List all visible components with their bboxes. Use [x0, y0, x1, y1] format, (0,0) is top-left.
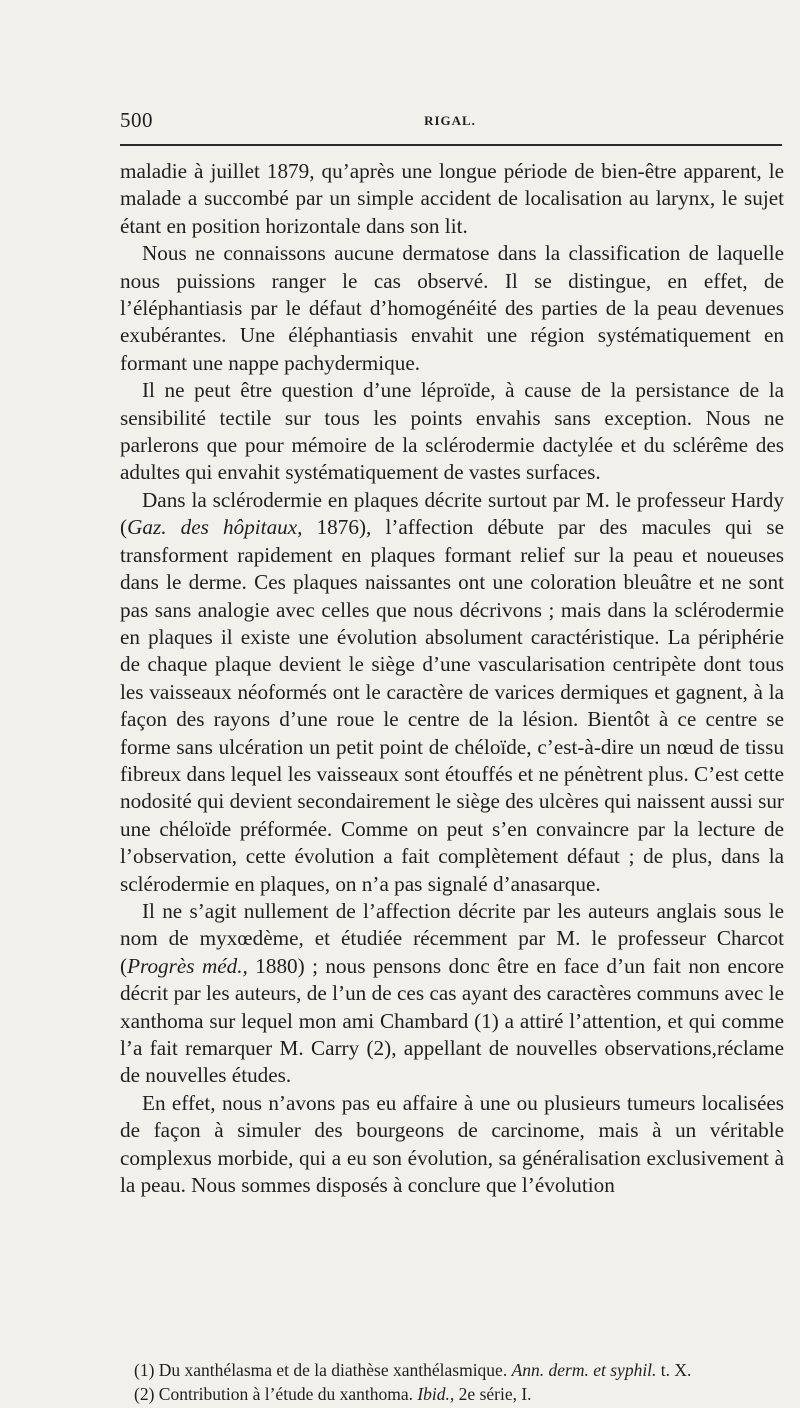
- paragraph: Il ne s’agit nullement de l’affection décrite par les auteurs anglais sous le nom de myxœdème, et étudiée récemment par M. le professeur Charcot (Progrès méd., 1880) ; nous pensons donc être en face d’un fait non encore décrit par les auteurs, de l’un de ces cas ayant des caractères communs avec le xanthoma sur lequel mon ami Chambard (1) a attiré l’attention, et qui comme l’a fait remarquer M. Carry (2), appellant de nouvelles observations,réclame de nouvelles études.: [120, 898, 784, 1088]
- running-head: RIGAL.: [424, 113, 476, 128]
- footnote: (2) Contribution à l’étude du xanthoma. Ibid., 2e série, I.: [134, 1384, 532, 1404]
- footnote: (1) Du xanthélasma et de la diathèse xanthélasmique. Ann. derm. et syphil. t. X.: [134, 1360, 692, 1380]
- page-header: [120, 108, 780, 132]
- footnotes: [120, 1358, 784, 1406]
- paragraph: maladie à juillet 1879, qu’après une longue période de bien-être apparent, le malade a succombé par un simple accident de localisation au larynx, le sujet étant en position horizontale dans son lit.: [120, 159, 784, 238]
- citation-title: Gaz. des hôpitaux,: [127, 515, 303, 540]
- paragraph: Nous ne connaissons aucune dermatose dans la classification de laquelle nous puissions ranger le cas observé. Il se distingue, en effet, de l’éléphantiasis par le défaut d’homogénéité des parties de la peau devenues exubérantes. Une éléphantiasis envahit une région systématiquement en formant une nappe pachydermique.: [120, 241, 784, 375]
- citation-title: Ibid.,: [417, 1384, 455, 1404]
- paragraph: Dans la sclérodermie en plaques décrite surtout par M. le professeur Hardy (Gaz. des hôpitaux, 1876), l’affection débute par des macules qui se transforment rapidement en plaques formant relief sur la peau et noueuses dans le derme. Ces plaques naissantes ont une coloration bleuâtre et ne sont pas sans analogie avec celles que nous décrivons ; mais dans la sclérodermie en plaques il existe une évolution absolument caractéristique. La périphérie de chaque plaque devient le siège d’une vascularisation centripète dont tous les vaisseaux néoformés ont le caractère de varices dermiques et gagnent, à la façon des rayons d’une roue le centre de la lésion. Bientôt à ce centre se forme sans ulcération un petit point de chéloïde, c’est-à-dire un nœud de tissu fibreux dans lequel les vaisseaux sont étouffés et ne pénètrent plus. C’est cette nodosité qui devient secondairement le siège des ulcères qui naissent aussi sur une chéloïde préformée. Comme on peut s’en convaincre par la lecture de l’observation, cette évolution a fait complètement défaut ; de plus, dans la sclérodermie en plaques, on n’a pas signalé d’anasarque.: [120, 487, 784, 896]
- header-rule: [120, 144, 782, 146]
- paragraph: Il ne peut être question d’une léproïde, à cause de la persistance de la sensibilité tectile sur tous les points envahis sans exception. Nous ne parlerons que pour mémoire de la sclérodermie dactylée et du sclérême des adultes qui envahit systématiquement de vastes surfaces.: [120, 378, 784, 485]
- citation-title: Progrès méd.,: [127, 953, 248, 978]
- page-number: 500: [120, 108, 153, 132]
- paragraph: En effet, nous n’avons pas eu affaire à une ou plusieurs tumeurs localisées de façon à simuler des bourgeons de carcinome, mais à un véritable complexus morbide, qui a eu son évolution, sa généralisation exclusivement à la peau. Nous sommes disposés à conclure que l’évolution: [120, 1090, 784, 1198]
- citation-title: Ann. derm. et syphil.: [511, 1360, 657, 1380]
- body-text: [120, 158, 784, 1199]
